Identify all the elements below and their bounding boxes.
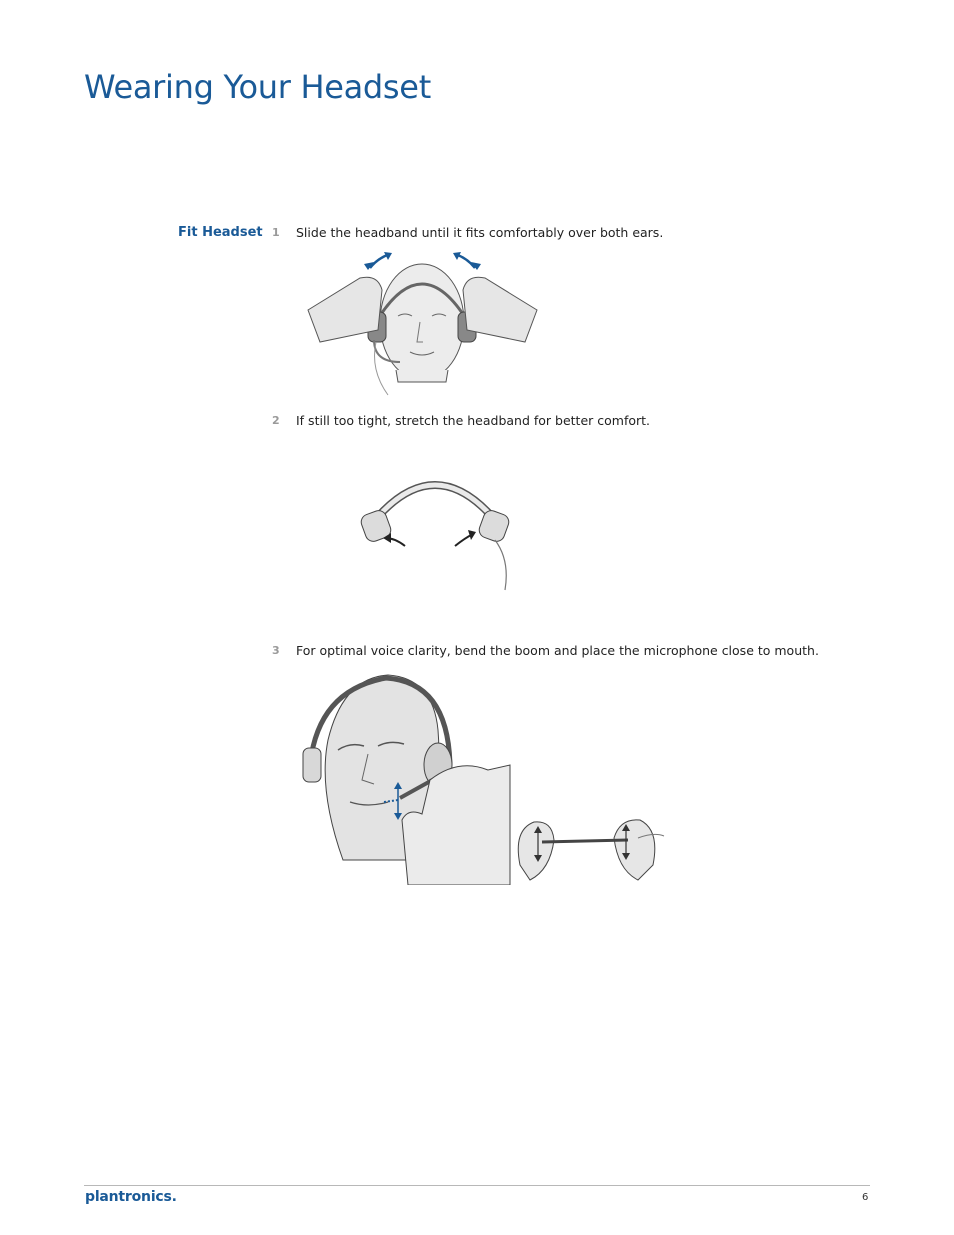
step-2-text: If still too tight, stretch the headband for better comfort. xyxy=(296,413,651,428)
headband-stretch-illustration xyxy=(355,460,515,595)
step-3-number: 3 xyxy=(272,644,280,657)
footer-divider xyxy=(84,1185,870,1186)
page-title: Wearing Your Headset xyxy=(84,68,431,106)
step-1-number: 1 xyxy=(272,226,280,239)
headband-adjust-illustration xyxy=(300,250,545,400)
step-3-text: For optimal voice clarity, bend the boom and place the microphone close to mouth. xyxy=(296,643,819,658)
plantronics-logo: plantronics. xyxy=(85,1189,177,1205)
section-title: Fit Headset xyxy=(178,225,263,240)
boom-adjust-illustration xyxy=(298,670,668,885)
page-number: 6 xyxy=(862,1192,869,1203)
step-1-text: Slide the headband until it fits comfortably over both ears. xyxy=(296,225,664,240)
step-2-number: 2 xyxy=(272,414,280,427)
